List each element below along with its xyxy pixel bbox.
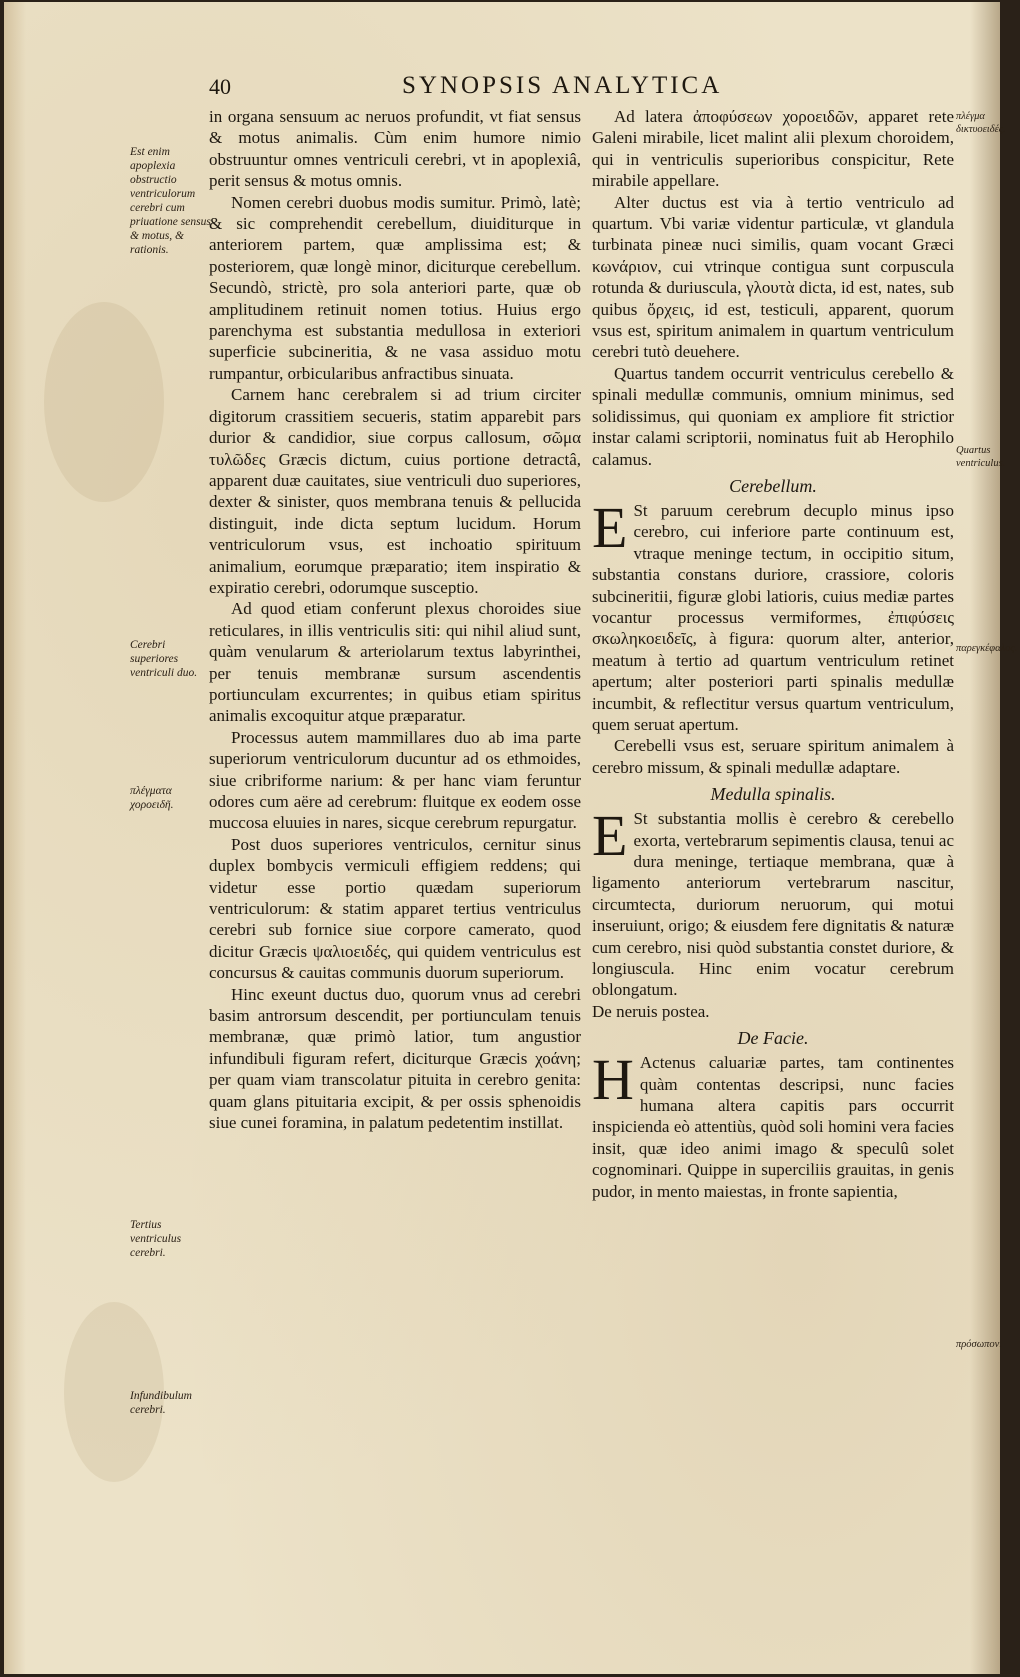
paragraph-text: St paruum cerebrum decuplo minus ipso cerebro, cui inferiore parte continuum est, vtraque meninge tectum, in occipitio situm, substantia constans duriore, crassiore, coloris subcineritii, figuræ globi latioris, cuius mediæ partes vocantur processus vermiformes, ἐπιφύσεις σκωληκοειδεῖς, à figura: quorum alter, anterior, meatum à tertio ad quartum ventriculum retinet apertum; alter posteriori parti spinalis medullæ incumbit, & reflectitur versus quartum ventriculum, quem seruat apertum. bbox=[592, 500, 954, 734]
paragraph: Ad quod etiam conferunt plexus choroides siue reticulares, in illis ventriculis siti: qui nihil aliud sunt, quàm venularum & arteriolarum textus labyrinthei, per tenuis membranæ sursum ascendentis portiunculam excurrentes; in quibus etiam spiritus animalis excoquitur atque præparatur. bbox=[209, 599, 581, 726]
paragraph: Nomen cerebri duobus modis sumitur. Primò, latè; & sic comprehendit cerebellum, diuiditurque in anteriorem partem, quæ amplissima est; & posteriorem, quæ longè minor, diciturque cerebellum. Secundò, strictè, pro sola anteriori parte, quæ ob amplitudinem retinuit nomen totius. Huius ergo parenchyma est substantia medullosa in exteriori superficie subcineritia, & ne vasa assiduo motu rumpantur, orbicularibus anfractibus sinuata. bbox=[209, 192, 581, 383]
paragraph bbox=[592, 1047, 954, 1202]
paragraph-text: St substantia mollis è cerebro & cerebello exorta, vertebrarum sepimentis clausa, tenui ac dura meninge, tertiaque membrana, quæ à ligamento anteriorum vertebrarum nascitur, circumtecta, duriorum neruorum, qui motui inseruiunt, origo; & eiusdem fere dignitatis & naturæ cum cerebro, nisi quòd substantia constet duriore, & longiuscula. Hinc enim vocatur cerebrum oblongatum. bbox=[592, 809, 954, 1000]
paragraph bbox=[592, 494, 954, 735]
margin-note-facie: πρόσωπον. bbox=[956, 1339, 1002, 1350]
margin-note-tertius-ventriculus: Tertius ventriculus cerebri. bbox=[130, 1219, 182, 1259]
paragraph: Post duos superiores ventriculos, cernitur sinus duplex bombycis vermiculi effigiem reddens; qui videtur esse portio quædam superiorum ventriculorum: & statim apparet tertius ventriculus cerebri sub fornice siue corpore camerato, quod dicitur Græcis ψαλιοειδές, qui quidem ventriculus est concursus & cauitas communis duorum superiorum. bbox=[209, 834, 581, 983]
left-text-column bbox=[209, 106, 581, 1134]
margin-note-plexus: πλέγματα χοροειδῆ. bbox=[130, 785, 174, 811]
right-text-column bbox=[592, 106, 954, 1202]
section-heading-facie: De Facie. bbox=[737, 1028, 809, 1049]
margin-note-rete: πλέγμα δικτυοειδές. bbox=[956, 111, 1006, 135]
paragraph-text: Actenus caluariæ partes, tam continentes quàm contentas descripsi, nunc facies humana altera capitis pars occurrit inspicienda eò attentiùs, quòd soli homini vera facies insit, quæ ideo animi imago & speculû solet cognominari. Quippe in superciliis grauitas, in genis pudor, in mento maiestas, in fronte sapientia, bbox=[592, 1053, 954, 1201]
margin-note-infundibulum: Infundibulum cerebri. bbox=[130, 1390, 192, 1416]
section-heading-medulla: Medulla spinalis. bbox=[710, 784, 836, 805]
paragraph bbox=[592, 803, 954, 1001]
drop-cap: H bbox=[592, 1047, 634, 1113]
margin-note-cerebellum: παρεγκέφαλος. bbox=[956, 643, 1018, 654]
paragraph: in organa sensuum ac neruos profundit, vt fiat sensus & motus animalis. Cùm enim humore nimio obstruuntur omnes ventriculi cerebri, vt in apoplexiâ, perit sensus & motus omnis. bbox=[209, 107, 581, 191]
drop-cap: E bbox=[592, 494, 628, 560]
paragraph: Processus autem mammillares duo ab ima parte superiorum ventriculorum ducuntur ad os ethmoides, siue cribriforme narium: & per hanc viam feruntur odores cum aëre ad cerebrum: fluitque ex eodem osse muccosa eluuies in nares, sicque cerebrum repurgatur. bbox=[209, 727, 581, 833]
section-heading-cerebellum: Cerebellum. bbox=[729, 475, 817, 496]
cross-reference: De neruis postea. bbox=[592, 1001, 710, 1021]
margin-note-ventriculi-superiores: Cerebri superiores ventriculi duo. bbox=[130, 639, 198, 679]
paragraph: Alter ductus est via à tertio ventriculo ad quartum. Vbi variæ videntur particulæ, vt glandula turbinata pineæ nuci similis, quam vocant Græci κωνάριον, cui vtrinque contigua sunt corpuscula rotunda & duriuscula, γλουτὰ dicta, id est, nates, sub quibus ὄρχεις, id est, testiculi, apparent, quorum vsus est, spiritum animalem in quartum ventriculum cerebri tutò deuehere. bbox=[592, 192, 954, 362]
paragraph: Hinc exeunt ductus duo, quorum vnus ad cerebri basim antrorsum descendit, per portiunculam tenuis membranæ, quæ primò latior, tum angustior infundibuli figuram refert, diciturque Græcis χοάνη; per quam viam transcolatur pituita in cerebro genita: quam glans pituitaria excipit, & per ossis sphenoidis siue cunei foramina, in palatum pedetentim instillat. bbox=[209, 984, 581, 1133]
page-number: 40 bbox=[209, 74, 231, 99]
paper-stain bbox=[44, 302, 164, 502]
drop-cap: E bbox=[592, 803, 628, 869]
book-page bbox=[4, 2, 1018, 1674]
paragraph: Ad latera ἀποφύσεων χοροειδῶν, apparet rete Galeni mirabile, licet malint alii plexum choroidem, qui in ventriculis superioribus conspicitur, Rete mirabile appellare. bbox=[592, 107, 954, 191]
margin-note-quartus: Quartus ventriculus. bbox=[956, 445, 1006, 469]
page-header bbox=[4, 74, 1000, 104]
paragraph: Carnem hanc cerebralem si ad trium circiter digitorum crassitiem secueris, statim apparebit pars durior & candidior, siue corpus callosum, σῶμα τυλῶδες Græcis dictum, cuius portione detractâ, apparent duæ cauitates, siue ventriculi duo superiores, dexter & sinister, quos membrana tenuis & pellucida distinguit, inde dicta septum lucidum. Horum ventriculorum vsus, est inchoatio spirituum animalium, eorumque præparatio; item inspiratio & expiratio cerebri, odorumque susceptio. bbox=[209, 385, 581, 597]
paragraph: Quartus tandem occurrit ventriculus cerebello & spinali medullæ communis, omnium minimus, sed solidissimus, qui quoniam ex ampliore fit strictior instar calami scriptorii, nominatus fuit ab Herophilo calamus. bbox=[592, 363, 954, 469]
running-title: SYNOPSIS ANALYTICA bbox=[402, 72, 723, 99]
paragraph: Cerebelli vsus est, seruare spiritum animalem à cerebro missum, & spinali medullæ adaptare. bbox=[592, 736, 954, 777]
margin-note-apoplexia: Est enim apoplexia obstructio ventriculorum cerebri cum priuatione sensus & motus, & rationis. bbox=[130, 146, 211, 256]
